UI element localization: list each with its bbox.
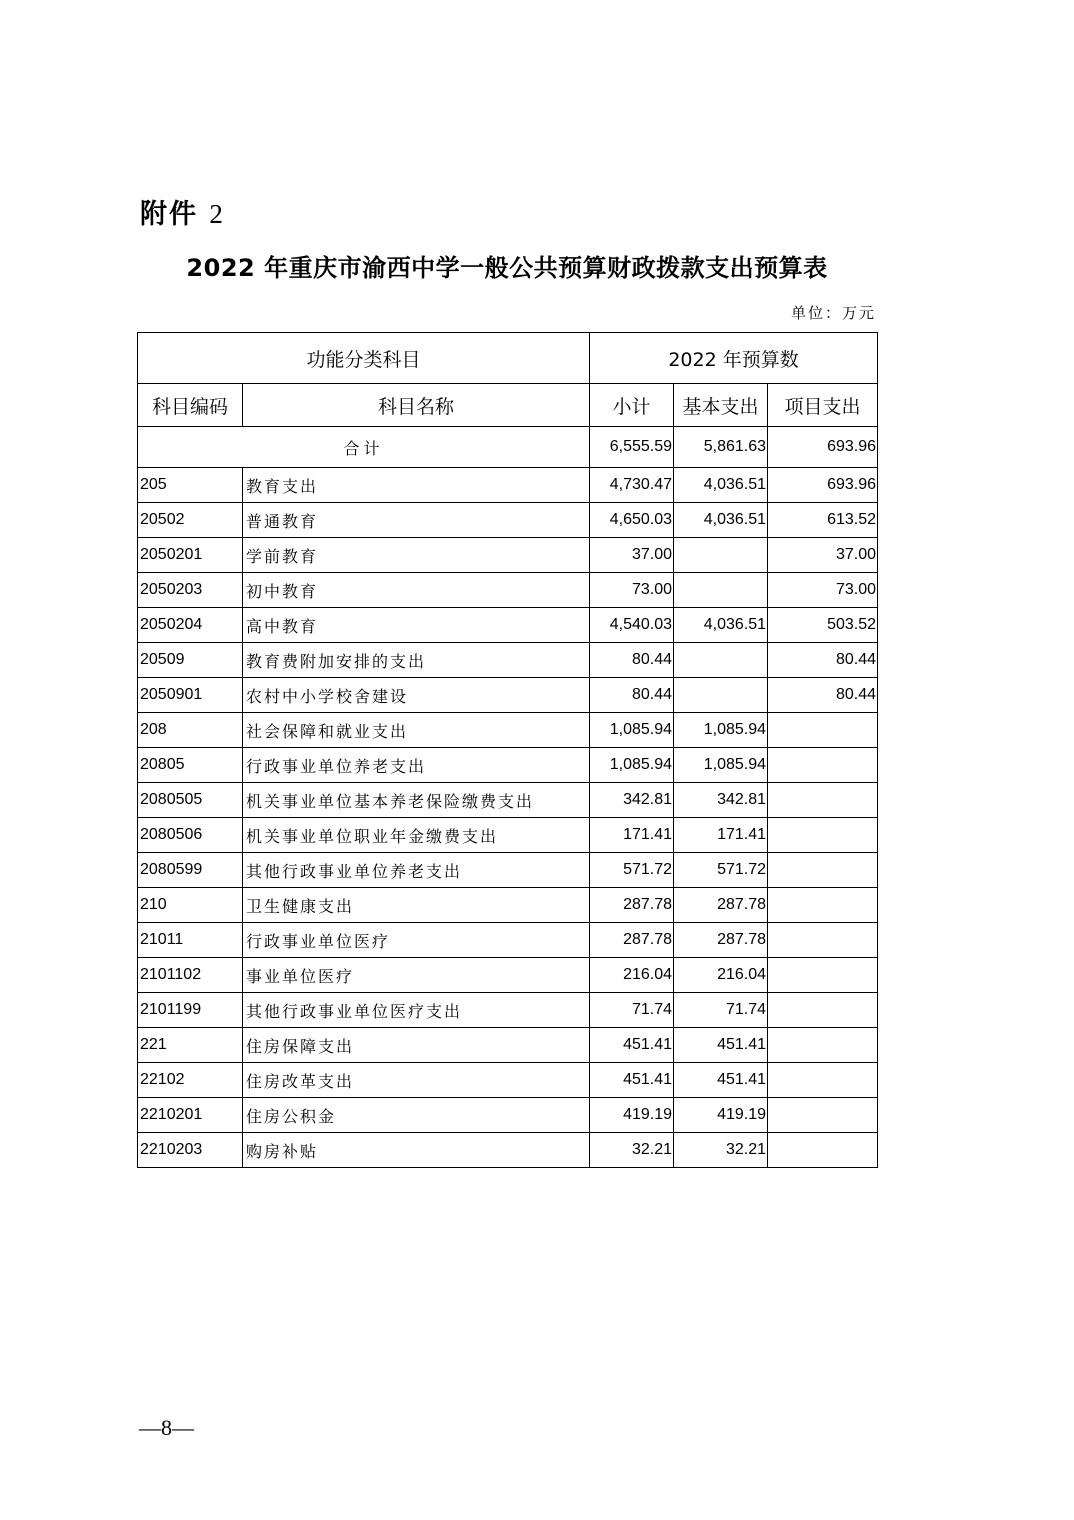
- row-project: 613.52: [768, 503, 878, 538]
- table-row: [138, 1063, 878, 1098]
- row-subtotal: 80.44: [590, 678, 674, 713]
- row-name: 农村中小学校舍建设: [243, 678, 590, 713]
- row-basic: 571.72: [674, 853, 768, 888]
- row-basic: 342.81: [674, 783, 768, 818]
- table-row: [138, 1028, 878, 1063]
- row-project: [768, 958, 878, 993]
- row-name: 事业单位医疗: [243, 958, 590, 993]
- row-code: 2210203: [138, 1133, 243, 1168]
- row-project: [768, 783, 878, 818]
- total-row: [138, 427, 878, 468]
- row-code: 22102: [138, 1063, 243, 1098]
- table-row: [138, 468, 878, 503]
- row-basic: 451.41: [674, 1063, 768, 1098]
- attachment-number: 2: [209, 199, 225, 229]
- row-name: 学前教育: [243, 538, 590, 573]
- row-basic: 71.74: [674, 993, 768, 1028]
- row-code: 20502: [138, 503, 243, 538]
- row-subtotal: 4,540.03: [590, 608, 674, 643]
- row-project: [768, 818, 878, 853]
- row-code: 2210201: [138, 1098, 243, 1133]
- row-name: 机关事业单位基本养老保险缴费支出: [243, 783, 590, 818]
- row-name: 机关事业单位职业年金缴费支出: [243, 818, 590, 853]
- row-name: 其他行政事业单位养老支出: [243, 853, 590, 888]
- row-code: 208: [138, 713, 243, 748]
- budget-table: [137, 332, 878, 1168]
- table-row: [138, 958, 878, 993]
- table-row: [138, 888, 878, 923]
- row-project: [768, 923, 878, 958]
- header-subtotal: 小计: [590, 384, 674, 427]
- page-number: —8—: [139, 1415, 194, 1440]
- row-basic: 32.21: [674, 1133, 768, 1168]
- row-basic: 451.41: [674, 1028, 768, 1063]
- column-header-row: [138, 384, 878, 427]
- row-code: 2050201: [138, 538, 243, 573]
- row-code: 2080506: [138, 818, 243, 853]
- row-basic: [674, 678, 768, 713]
- row-basic: 1,085.94: [674, 713, 768, 748]
- row-subtotal: 4,650.03: [590, 503, 674, 538]
- row-basic: 287.78: [674, 888, 768, 923]
- row-name: 卫生健康支出: [243, 888, 590, 923]
- row-project: 80.44: [768, 678, 878, 713]
- row-project: [768, 713, 878, 748]
- row-code: 210: [138, 888, 243, 923]
- row-code: 21011: [138, 923, 243, 958]
- row-basic: 216.04: [674, 958, 768, 993]
- row-subtotal: 287.78: [590, 888, 674, 923]
- row-basic: 171.41: [674, 818, 768, 853]
- header-budget-year: 2022 年预算数: [590, 333, 878, 384]
- total-project: 693.96: [768, 427, 878, 468]
- row-basic: 1,085.94: [674, 748, 768, 783]
- row-project: 693.96: [768, 468, 878, 503]
- table-row: [138, 818, 878, 853]
- row-project: [768, 1098, 878, 1133]
- row-subtotal: 216.04: [590, 958, 674, 993]
- row-name: 住房保障支出: [243, 1028, 590, 1063]
- row-basic: 4,036.51: [674, 468, 768, 503]
- row-code: 2050204: [138, 608, 243, 643]
- table-row: [138, 923, 878, 958]
- row-basic: [674, 643, 768, 678]
- row-subtotal: 73.00: [590, 573, 674, 608]
- table-row: [138, 538, 878, 573]
- table-row: [138, 783, 878, 818]
- row-subtotal: 1,085.94: [590, 748, 674, 783]
- table-row: [138, 573, 878, 608]
- row-code: 2101199: [138, 993, 243, 1028]
- header-name: 科目名称: [243, 384, 590, 427]
- table-row: [138, 1133, 878, 1168]
- table-row: [138, 993, 878, 1028]
- row-project: 503.52: [768, 608, 878, 643]
- row-project: 37.00: [768, 538, 878, 573]
- row-basic: 4,036.51: [674, 503, 768, 538]
- table-row: [138, 853, 878, 888]
- table-row: [138, 503, 878, 538]
- row-basic: [674, 538, 768, 573]
- table-row: [138, 748, 878, 783]
- row-project: 80.44: [768, 643, 878, 678]
- row-subtotal: 71.74: [590, 993, 674, 1028]
- row-name: 社会保障和就业支出: [243, 713, 590, 748]
- row-code: 2101102: [138, 958, 243, 993]
- row-code: 20805: [138, 748, 243, 783]
- row-project: [768, 1133, 878, 1168]
- row-subtotal: 571.72: [590, 853, 674, 888]
- row-basic: [674, 573, 768, 608]
- row-name: 行政事业单位医疗: [243, 923, 590, 958]
- row-code: 20509: [138, 643, 243, 678]
- table-row: [138, 1098, 878, 1133]
- row-project: [768, 748, 878, 783]
- row-subtotal: 171.41: [590, 818, 674, 853]
- header-basic: 基本支出: [674, 384, 768, 427]
- row-name: 初中教育: [243, 573, 590, 608]
- total-label: 合计: [138, 427, 590, 468]
- row-code: 2050901: [138, 678, 243, 713]
- row-name: 行政事业单位养老支出: [243, 748, 590, 783]
- row-code: 2050203: [138, 573, 243, 608]
- table-row: [138, 678, 878, 713]
- header-code: 科目编码: [138, 384, 243, 427]
- row-code: 2080599: [138, 853, 243, 888]
- row-name: 教育支出: [243, 468, 590, 503]
- row-project: [768, 993, 878, 1028]
- row-subtotal: 287.78: [590, 923, 674, 958]
- total-subtotal: 6,555.59: [590, 427, 674, 468]
- row-name: 住房改革支出: [243, 1063, 590, 1098]
- row-name: 住房公积金: [243, 1098, 590, 1133]
- row-subtotal: 32.21: [590, 1133, 674, 1168]
- attachment-label: [140, 192, 225, 231]
- row-subtotal: 4,730.47: [590, 468, 674, 503]
- row-subtotal: 419.19: [590, 1098, 674, 1133]
- row-subtotal: 342.81: [590, 783, 674, 818]
- row-name: 普通教育: [243, 503, 590, 538]
- header-functional-category: 功能分类科目: [138, 333, 590, 384]
- row-name: 教育费附加安排的支出: [243, 643, 590, 678]
- row-project: [768, 1028, 878, 1063]
- row-code: 205: [138, 468, 243, 503]
- row-name: 其他行政事业单位医疗支出: [243, 993, 590, 1028]
- table-row: [138, 713, 878, 748]
- group-header-row: [138, 333, 878, 384]
- row-subtotal: 451.41: [590, 1028, 674, 1063]
- row-subtotal: 451.41: [590, 1063, 674, 1098]
- row-subtotal: 80.44: [590, 643, 674, 678]
- row-project: [768, 888, 878, 923]
- row-basic: 287.78: [674, 923, 768, 958]
- table-row: [138, 608, 878, 643]
- row-project: [768, 853, 878, 888]
- row-subtotal: 37.00: [590, 538, 674, 573]
- attachment-text: 附件: [140, 199, 198, 230]
- row-code: 221: [138, 1028, 243, 1063]
- row-code: 2080505: [138, 783, 243, 818]
- row-name: 购房补贴: [243, 1133, 590, 1168]
- row-project: [768, 1063, 878, 1098]
- table-row: [138, 643, 878, 678]
- page-title: 2022 年重庆市渝西中学一般公共预算财政拨款支出预算表: [186, 254, 828, 282]
- header-project: 项目支出: [768, 384, 878, 427]
- unit-label: 单位：万元: [790, 304, 876, 322]
- row-subtotal: 1,085.94: [590, 713, 674, 748]
- row-basic: 419.19: [674, 1098, 768, 1133]
- row-basic: 4,036.51: [674, 608, 768, 643]
- row-project: 73.00: [768, 573, 878, 608]
- row-name: 高中教育: [243, 608, 590, 643]
- total-basic: 5,861.63: [674, 427, 768, 468]
